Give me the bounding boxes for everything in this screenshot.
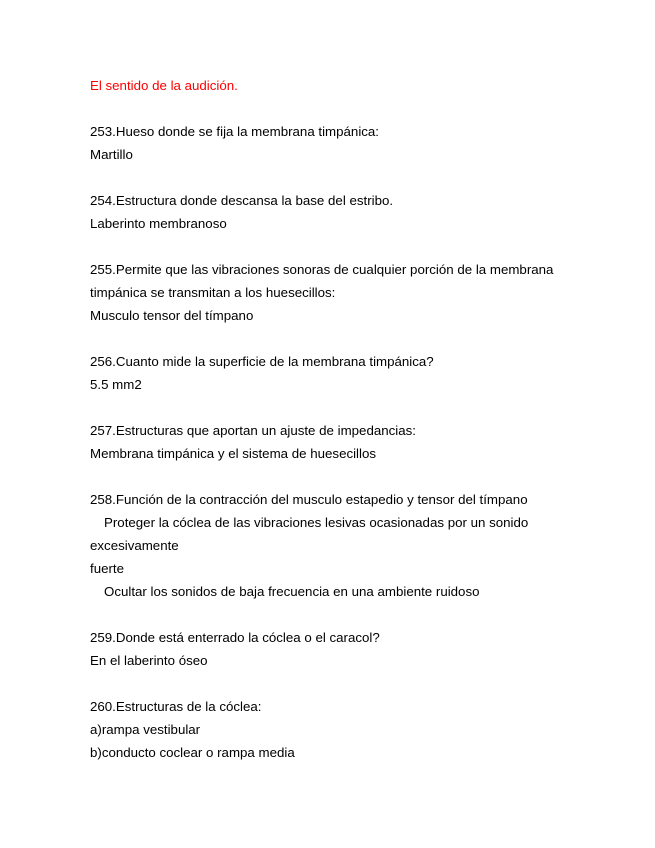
question-259: 259.Donde está enterrado la cóclea o el caracol? [90, 630, 380, 645]
answer-254: Laberinto membranoso [90, 216, 227, 231]
question-254: 254.Estructura donde descansa la base del estribo. [90, 193, 394, 208]
answer-260-line2: b)conducto coclear o rampa media [90, 745, 295, 760]
question-253: 253.Hueso donde se fija la membrana timpánica: [90, 124, 380, 139]
answer-255: Musculo tensor del tímpano [90, 308, 254, 323]
answer-258-line2: excesivamente [90, 538, 179, 553]
answer-258-line4: Ocultar los sonidos de baja frecuencia en una ambiente ruidoso [104, 584, 480, 599]
answer-259: En el laberinto óseo [90, 653, 208, 668]
question-260: 260.Estructuras de la cóclea: [90, 699, 262, 714]
answer-253: Martillo [90, 147, 133, 162]
answer-258-line3: fuerte [90, 561, 125, 576]
answer-258-line1: Proteger la cóclea de las vibraciones lesivas ocasionadas por un sonido [104, 515, 529, 530]
question-255-line1: 255.Permite que las vibraciones sonoras de cualquier porción de la membrana [90, 262, 554, 277]
document-title: El sentido de la audición. [90, 78, 238, 93]
question-256: 256.Cuanto mide la superficie de la membrana timpánica? [90, 354, 434, 369]
answer-260-line1: a)rampa vestibular [90, 722, 201, 737]
answer-257: Membrana timpánica y el sistema de huesecillos [90, 446, 377, 461]
answer-256: 5.5 mm2 [90, 377, 142, 392]
question-257: 257.Estructuras que aportan un ajuste de impedancias: [90, 423, 416, 438]
question-258: 258.Función de la contracción del musculo estapedio y tensor del tímpano [90, 492, 528, 507]
question-255-line2: timpánica se transmitan a los huesecillos: [90, 285, 336, 300]
